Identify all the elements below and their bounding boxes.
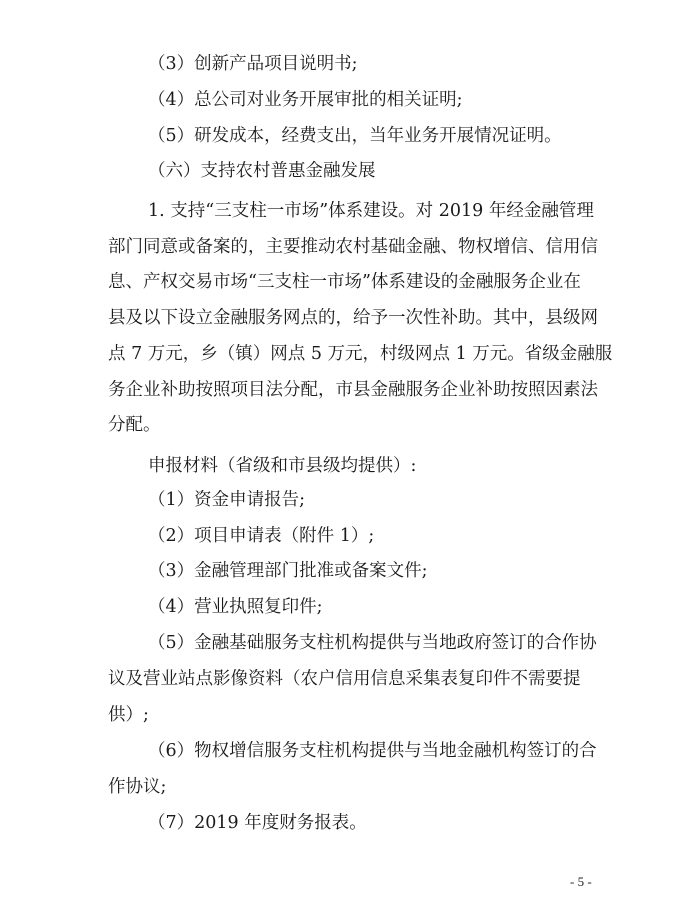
text-line: 务企业补助按照项目法分配，市县金融服务企业补助按照因素法: [108, 380, 598, 400]
text-line: 分配。: [108, 415, 161, 435]
list-item: （1）资金申请报告;: [148, 490, 306, 510]
list-item: （6）物权增信服务支柱机构提供与当地金融机构签订的合: [148, 741, 597, 761]
text-line: 1. 支持“三支柱一市场”体系建设。对 2019 年经金融管理: [148, 201, 594, 221]
text-line: （3）创新产品项目说明书;: [148, 54, 358, 74]
text-line: 申报材料（省级和市县级均提供）:: [148, 456, 417, 476]
text-line: 部门同意或备案的，主要推动农村基础金融、物权增信、信用信: [108, 237, 598, 257]
text-line: 供）;: [108, 705, 149, 725]
list-item: （4）营业执照复印件;: [148, 597, 323, 617]
page-number: - 5 -: [570, 874, 592, 889]
text-line: 息、产权交易市场“三支柱一市场”体系建设的金融服务企业在: [108, 272, 581, 292]
text-line: 议及营业站点影像资料（农户信用信息采集表复印件不需要提: [108, 669, 581, 689]
list-item: （7）2019 年度财务报表。: [148, 813, 367, 833]
text-line: （4）总公司对业务开展审批的相关证明;: [148, 90, 463, 110]
text-line: 点 7 万元，乡（镇）网点 5 万元，村级网点 1 万元。省级金融服: [108, 344, 613, 364]
section-heading: （六）支持农村普惠金融发展: [148, 161, 376, 181]
list-item: （2）项目申请表（附件 1）;: [148, 526, 375, 546]
text-line: （5）研发成本，经费支出，当年业务开展情况证明。: [148, 126, 562, 146]
text-line: 县及以下设立金融服务网点的，给予一次性补助。其中，县级网: [108, 308, 598, 328]
text-line: 作协议;: [108, 777, 167, 797]
list-item: （5）金融基础服务支柱机构提供与当地政府签订的合作协: [148, 633, 597, 653]
list-item: （3）金融管理部门批准或备案文件;: [148, 561, 428, 581]
